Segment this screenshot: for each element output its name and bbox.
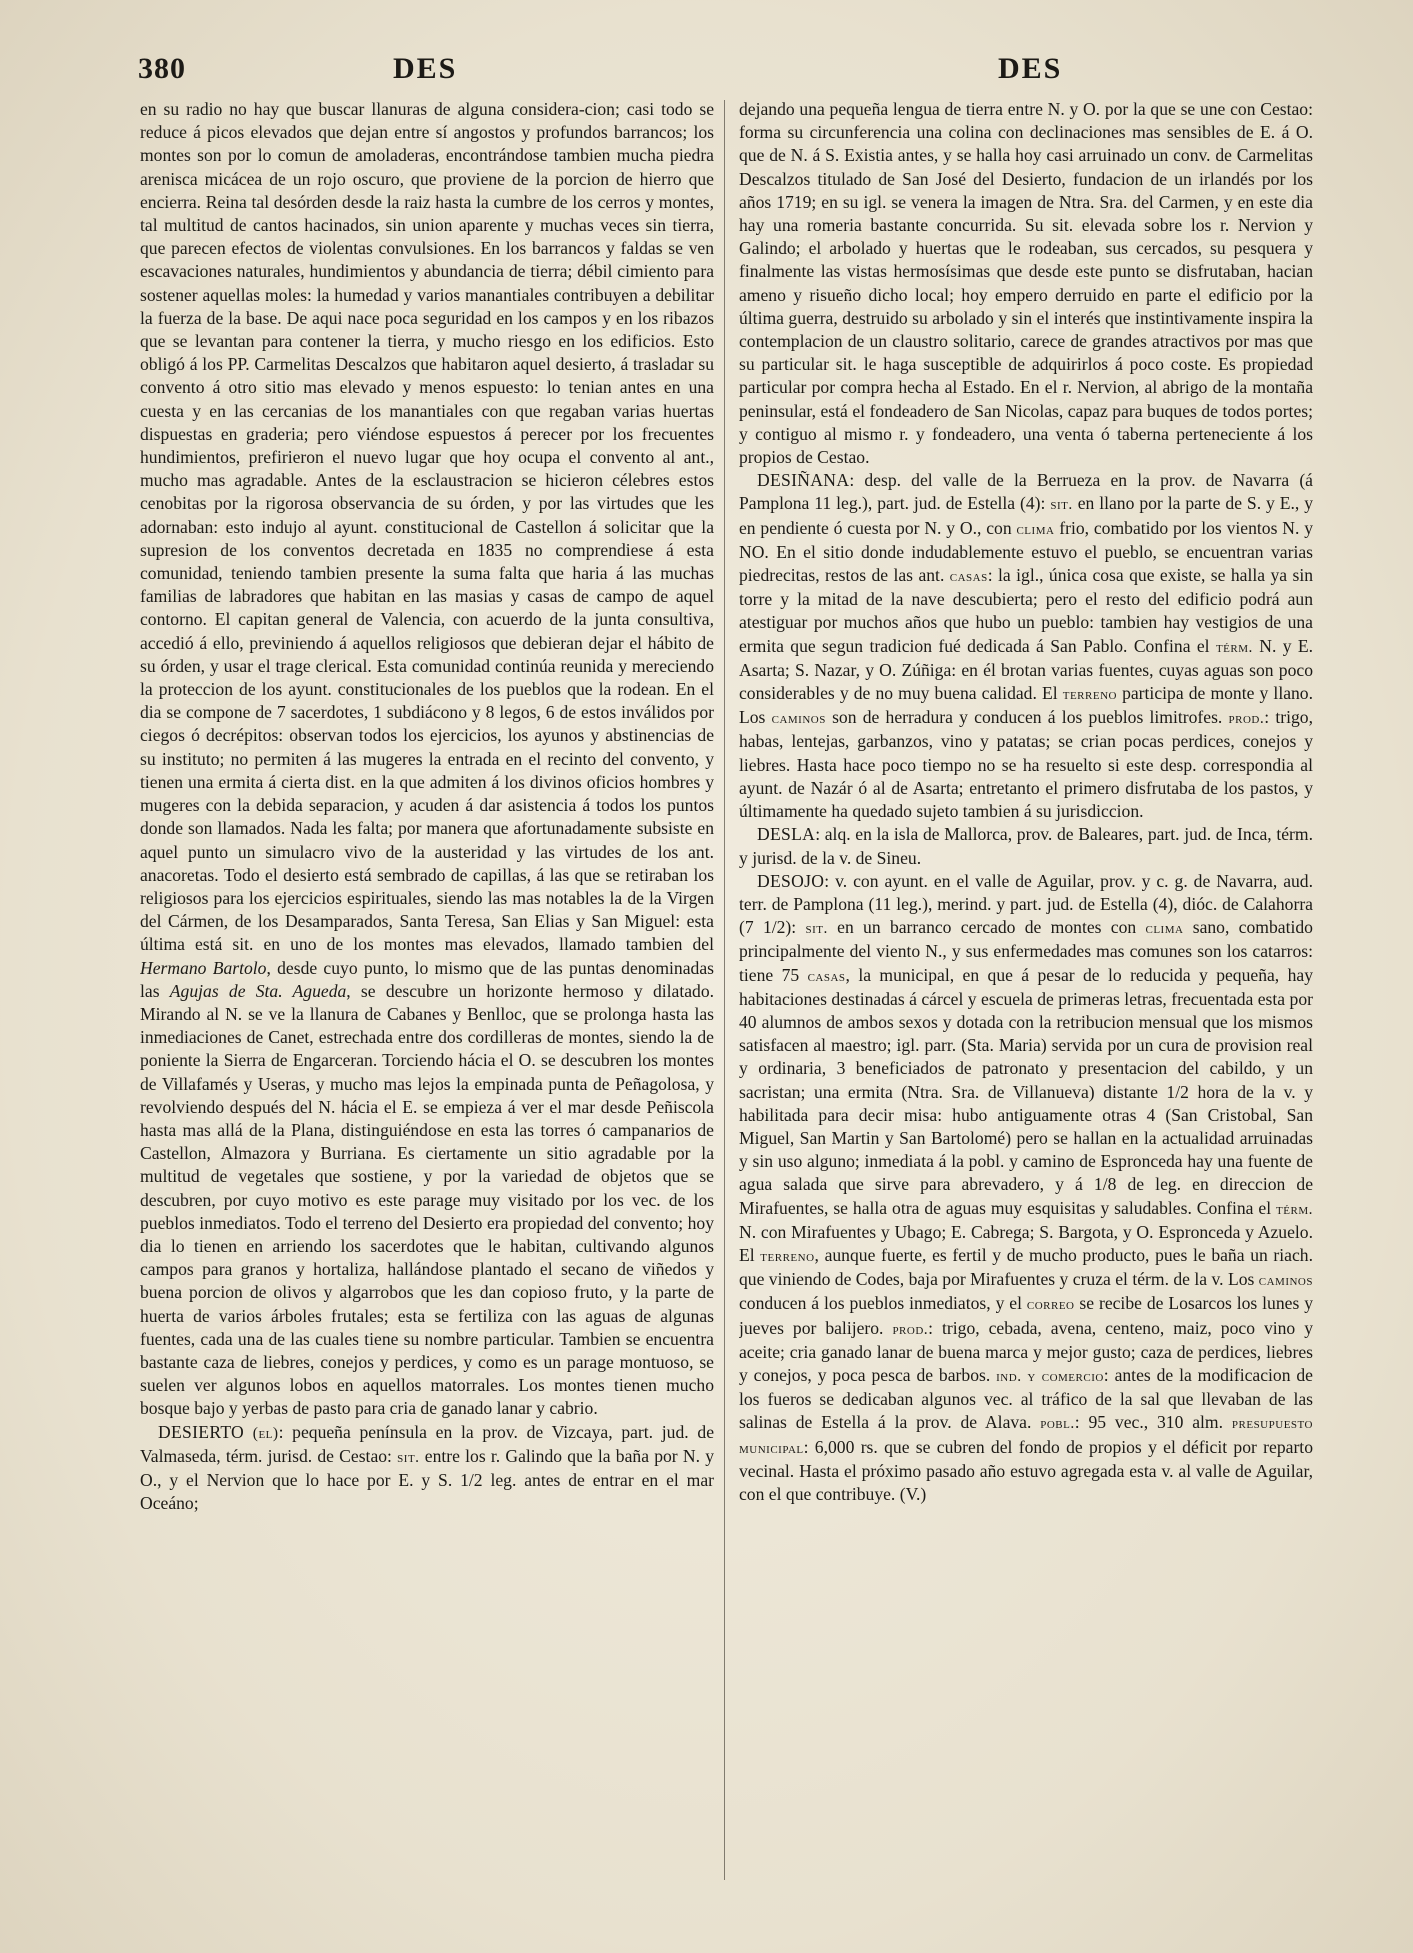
text-run: frio, combatido por los vientos N. y NO. En el sitio donde indudablemente estuvo el pueblo, se encuentran varias piedrecitas, restos de las ant. (739, 517, 1313, 586)
text-run: : 95 vec., 310 alm. (1074, 1412, 1224, 1433)
entry-headword: DESIÑANA (757, 470, 850, 491)
running-head-right: DES (998, 52, 1063, 85)
small-caps: prod. (892, 1320, 929, 1338)
small-caps: clima (1145, 920, 1184, 938)
text-run: en un barranco cercado de montes con (837, 917, 1137, 938)
page-number: 380 (138, 52, 186, 85)
small-caps: sit. (805, 920, 828, 938)
small-caps: prod. (1228, 710, 1265, 728)
italic-text: Agujas de Sta. Agueda (169, 980, 347, 1001)
entry-desla (739, 823, 1313, 869)
text-run: , la municipal, en que á pesar de lo reducida y pequeña, hay habitaciones destinadas á cárcel y escuela de primeras letras, frecuentada esta por 40 alumnos de ambos sexos y dotada con la retribucion mensual que los mismos satisfacen al maestro; igl. parr. (Sta. Maria) servida por un cura de provision real y ordinaria, 3 beneficiados de patronato y presentacion del cabildo, y un sacristan; una ermita (Ntra. Sra. de Villanueva) distante 1/2 hora de la v. y habilitada para decir misa: hubo antiguamente otras 4 (San Cristobal, San Miguel, San Martin y San Bartolomé) pero se hallan en la actualidad arruinadas y sin uso alguno; inmediata á la pobl. y camino de Espronceda hay una fuente de agua salada que sirve para abrevadero, y á 1/8 de leg. en direccion de Mirafuentes, se halla otra de aguas muy esquisitas y saludables. Confina el (739, 964, 1313, 1218)
text-run: , desde cuyo punto, lo mismo que de las puntas denominadas las (140, 957, 714, 1001)
text-run: : antes de la modificacion de los fueros se dedicaban algunos vec. al tráfico de la sal que llevaban de las salinas de Estella á la prov. de Alava. (739, 1364, 1313, 1433)
continued-entry-desierto-el (739, 98, 1313, 469)
small-caps: presupuesto municipal (739, 1415, 1313, 1457)
small-caps: sit. (1050, 496, 1073, 514)
small-caps: correo (1026, 1296, 1075, 1314)
text-run: : desp. del valle de la Berrueza en la prov. de Navarra (á Pamplona 11 leg.), part. jud. de Estella (4): (739, 470, 1313, 514)
text-run: dejando una pequeña lengua de tierra entre N. y O. por la que se une con Cestao: forma su circunferencia una colina con declinaciones mas sensibles de E. á O. que de N. á S. Existia antes, y se halla hoy casi arruinado un conv. de Carmelitas Descalzos titulado de San José del Desierto, fundacion de un irlandés por los años 1719; en su igl. se venera la imagen de Ntra. Sra. del Carmen, y en este dia hay una romeria bastante concurrida. Su sit. elevada sobre los r. Nervion y Galindo; el arbolado y huertas que le rodeaban, sus cercados, su pesquera y finalmente las vistas hermosísimas que desde este punto se disfrutaban, hacian ameno y risueño dicho local; hoy empero derruido en parte el edificio por la última guerra, destruido su arbolado y sin el interés que instintivamente inspira la contemplacion de un claustro solitario, carece de grandes atractivos por mas que su particular sit. le haga susceptible de adquirirlos á poco coste. Es propiedad particular por compra hecha al Estado. En el r. Nervion, al abrigo de la montaña peninsular, está el fondeadero de San Nicolas, capaz para buques de todos portes; y contiguo al mismo r. y fondeadero, una venta ó taberna perteneciente á los propios de Cestao. (739, 99, 1313, 468)
running-head-left: DES (393, 52, 458, 85)
text-run: : 6,000 rs. que se cubren del fondo de propios y el déficit por reparto vecinal. Hasta el próximo pasado año estuvo agregada esta v. al valle de Aguilar, con el que contribuye. (V.) (739, 1436, 1313, 1504)
text-run: , se descubre un horizonte hermoso y dilatado. Mirando al N. se ve la llanura de Cabanes y Benlloc, que se prolonga hasta las inmediaciones de Canet, estrechada entre dos cordilleras de montes, siendo la de poniente la Sierra de Engarceran. Torciendo hácia el O. se descubren los montes de Villafamés y Useras, y mucho mas lejos la empinada punta de Peñagolosa, y revolviendo después del N. hácia el E. se empieza á ver el mar desde Peñiscola hasta mas allá de la Plana, distinguiéndose en esta las torres ó campanarios de Castellon, Almazora y Burriana. Es ciertamente un sitio agradable por la multitud de vegetales que sostiene, y por la variedad de objetos que se descubren, por cuyo motivo es este parage muy visitado por los vec. de los pueblos inmediatos. Todo el terreno del Desierto era propiedad del convento; hoy dia lo tienen en arriendo los sacerdotes que le habitan, cultivando algunos campos para granos y hortaliza, hallándose plantado el secano de viñedos y buena porcion de olivos y algarrobos que les dan copioso fruto, y la parte de huerta de varios árboles frutales; esta se fertiliza con las aguas de algunas fuentes, cada una de las cuales tiene su nombre particular. Tambien se encuentra bastante caza de liebres, conejos y perdices, y como es un parage montuoso, se suelen ver algunos lobos en aquellos matorrales. Los montes tienen mucho bosque bajo y yerbas de pasto para cria de ganado lanar y cabrio. (140, 980, 714, 1419)
left-column (140, 98, 714, 1918)
small-caps: casas (949, 568, 988, 586)
text-run: entre los r. Galindo que la baña por N. y O., y el Nervion que lo hace por E. y S. 1/2 leg. antes de entrar en el mar Oceáno; (140, 1445, 714, 1514)
page-header (138, 52, 1348, 98)
text-run: conducen á los pueblos inmediatos, y el (739, 1293, 1022, 1314)
entry-desojo (739, 870, 1313, 1506)
small-caps: térm. (1276, 1200, 1313, 1218)
entry-headword: DESOJO (757, 870, 825, 891)
text-run: sano, combatido principalmente del viento N., y sus enfermedades mas comunes son los catarros: tiene 75 (739, 917, 1313, 985)
small-caps: caminos (1258, 1272, 1313, 1290)
text-run: : la igl., única cosa que existe, se halla ya sin torre y la mitad de la nave descubierta; pero el resto del edificio podrá aun atestiguar por muchos años que hubo un pueblo: tambien hay vestigios de una ermita que segun tradicion fué dedicada á San Pablo. Confina el (739, 565, 1313, 656)
text-run: N. y E. Asarta; S. Nazar, y O. Zúñiga: en él brotan varias fuentes, cuyas aguas son poco considerables y de no muy buena calidad. El (739, 635, 1313, 704)
small-caps: clima (1016, 520, 1055, 538)
italic-text: Hermano Bartolo (140, 957, 267, 978)
small-caps: sit. (397, 1448, 420, 1466)
small-caps: caminos (771, 710, 826, 728)
column-divider (724, 100, 725, 1880)
small-caps: pobl. (1040, 1415, 1075, 1433)
text-run: en llano por la parte de S. y E., y en pendiente ó cuesta por N. y O., con (739, 493, 1313, 538)
text-run: : v. con ayunt. en el valle de Aguilar, prov. y c. g. de Navarra, aud. terr. de Pamplona (11 leg.), merind. y part. jud. de Estella (4), dióc. de Calahorra (7 1/2): (739, 870, 1313, 938)
text-run: : trigo, habas, lentejas, garbanzos, vino y patatas; se crian pocas perdices, conejos y liebres. Hasta hace poco tiempo no se ha resuelto si este desp. correspondia al ayunt. de Nazár ó al de Asarta; entretanto el primero disfrutaba de los pastos, y últimamente ha quedado sujeto tambien á su jurisdiccion. (739, 707, 1313, 822)
text-run: participa de monte y llano. Los (739, 683, 1313, 728)
right-column (739, 98, 1313, 1918)
text-run: : alq. en la isla de Mallorca, prov. de Baleares, part. jud. de Inca, térm. y jurisd. de la v. de Sineu. (739, 824, 1313, 868)
entry-headword: DESLA (757, 824, 816, 845)
text-run: en su radio no hay que buscar llanuras de alguna considera-cion; casi todo se reduce á picos elevados que dejan entre sí angostos y profundos barrancos; los montes son por lo comun de amoladeras, encontrándose tambien mucha piedra arenisca micácea de un rojo oscuro, que proviene de la porcion de hierro que encierra. Reina tal desórden desde la raiz hasta la cumbre de los cerros y montes, tal multitud de cantos hacinados, sin union aparente y muchas veces sin tierra, que parecen efectos de violentas convulsiones. En los barrancos y faldas se ven escavaciones naturales, hundimientos y abundancia de tierra; débil cimiento para sostener aquellas moles: la humedad y varios manantiales contribuyen a debilitar la fuerza de la base. De aqui nace poca seguridad en los campos y en los ribazos que se levantan para contener la tierra, y mucho riesgo en los edificios. Esto obligó á los PP. Carmelitas Descalzos que habitaron aquel desierto, á trasladar su convento á otro sitio mas elevado y menos espuesto: lo tenian antes en una cuesta y en las cercanias de los manantiales con que regaban varias huertas dispuestas en graderia; pero viéndose espuestos á perecer por los frecuentes hundimientos, prefirieron el nuevo lugar que hoy ocupa el convento al ant., mucho mas agradable. Antes de la esclaustracion se hicieron célebres estos cenobitas por la rigorosa observancia de su órden, y por las virtudes que les adornaban: esto indujo al ayunt. constitucional de Castellon á solicitar que la supresion de los conventos decretada en 1835 no comprendiese á esta comunidad, teniendo tambien presente la suma falta que haria á las muchas familias de labradores que habitan en las masias y casas de campo de aquel contorno. El capitan general de Valencia, con acuerdo de la junta consultiva, accedió á ello, previniendo á aquellos religiosos que debieran dejar el hábito de su órden, y usar el trage clerical. Esta comunidad continúa reunida y mereciendo la proteccion de los ayunt. constitucionales de los pueblos que la rodean. En el dia se compone de 7 sacerdotes, 1 subdiácono y 8 legos, 6 de estos inválidos por ciegos ó decrépitos: observan todos los ejercicios, los ayunos y abstinencias de su instituto; no permiten á las mugeres la entrada en el recinto del convento, y tienen una ermita á cierta dist. en la que admiten á los divinos oficios hombres y mugeres con la debida separacion, y acuden á dar asistencia á todos los puntos donde son llamados. Nada les falta; por manera que afortunadamente subsiste en aquel punto un simulacro vivo de la austeridad y las virtudes de los ant. anacoretas. Todo el desierto está sembrado de capillas, á las que se retiraban los religiosos para los ejercicios espirituales, siendo las mas notables la de la Virgen del Cármen, de los Desamparados, Santa Teresa, San Elias y San Miguel: esta última está sit. en uno de los montes mas elevados, llamado tambien del (140, 99, 714, 955)
text-run: se recibe de Losarcos los lunes y jueves por balijero. (739, 1293, 1313, 1338)
small-caps: casas (807, 967, 846, 985)
small-caps: (el) (252, 1424, 279, 1442)
entry-headword: DESIERTO (158, 1421, 245, 1442)
small-caps: terreno (1062, 686, 1117, 704)
text-run: : trigo, cebada, avena, centeno, maiz, poco vino y aceite; cria ganado lanar de buena marca y mejor gusto; caza de perdices, liebres y conejos, y poca pesca de barbos. (739, 1317, 1313, 1385)
text-run: N. con Mirafuentes y Ubago; E. Cabrega; S. Bargota, y O. Espronceda y Azuelo. El (739, 1221, 1313, 1265)
small-caps: terreno (760, 1247, 815, 1265)
entry-desierto-el (140, 1421, 714, 1516)
small-caps: térm. (1215, 638, 1253, 656)
continued-entry-desierto-castellon (140, 98, 714, 1421)
small-caps: ind. y comercio (996, 1367, 1104, 1385)
text-run: , aunque fuerte, es fertil y de mucho producto, pues le baña un riach. que viniendo de Codes, baja por Mirafuentes y cruza el térm. de la v. Los (739, 1244, 1313, 1290)
entry-desinana (739, 469, 1313, 823)
text-run: son de herradura y conducen á los pueblos limitrofes. (832, 707, 1223, 728)
text-run: : pequeña península en la prov. de Vizcaya, part. jud. de Valmaseda, térm. jurisd. de Cestao: (140, 1421, 714, 1466)
